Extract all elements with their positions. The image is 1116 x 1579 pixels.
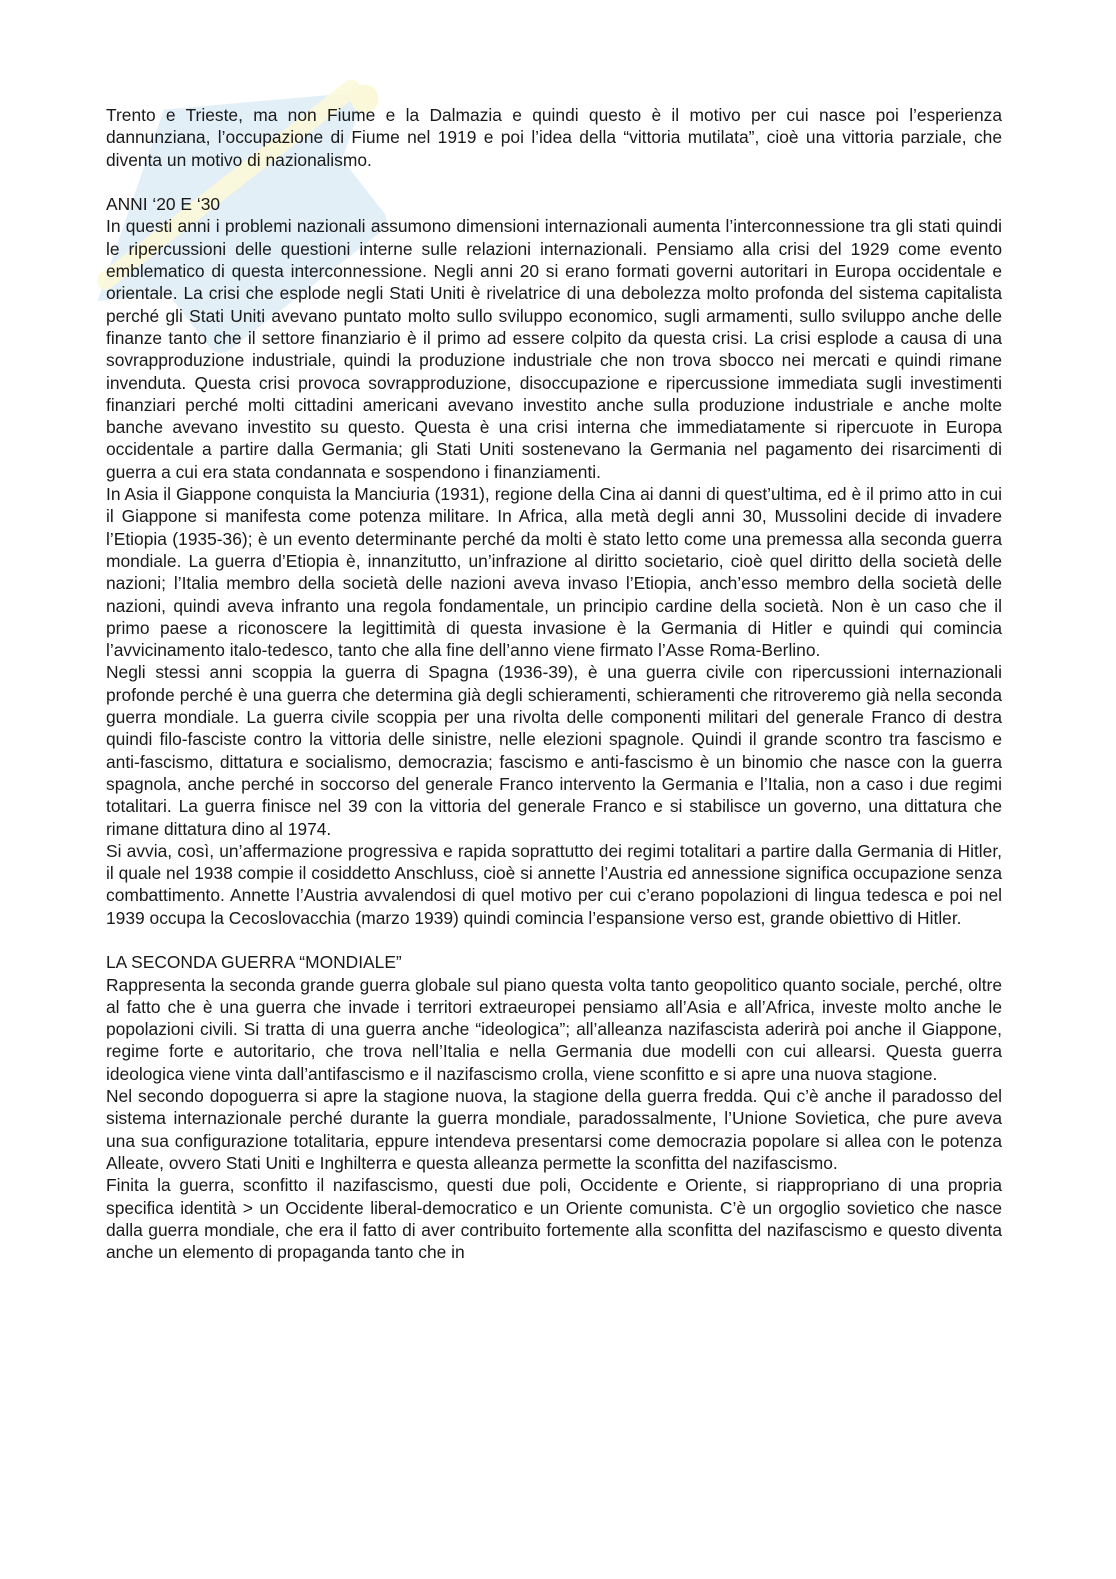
section-title-anni-20-30: ANNI ‘20 E ‘30 [106, 194, 221, 215]
paragraph: Si avvia, così, un’affermazione progressiva e rapida soprattutto dei regimi totalitari a partire dalla Germania di Hitler, il quale nel 1938 compie il cosiddetto Anschluss, cioè si annette l’Austria ed annessione significa occupazione senza combattimento. Annette l’Austria avvalendosi di quel motivo per cui c’erano popolazioni di lingua tedesca e poi nel 1939 occupa la Cecoslovacchia (marzo 1939) quindi comincia l’espansione verso est, grande obiettivo di Hitler. [106, 840, 1002, 928]
paragraph: Negli stessi anni scoppia la guerra di Spagna (1936-39), è una guerra civile con ripercussioni internazionali profonde perché è una guerra che determina già degli schieramenti, schieramenti che ritroveremo già nella seconda guerra mondiale. La guerra civile scoppia per una rivolta delle componenti militari del generale Franco di destra quindi filo-fasciste contro la vittoria delle sinistre, nelle elezioni spagnole. Quindi il grande scontro tra fascismo e anti-fascismo, dittatura e socialismo, democrazia; fascismo e anti-fascismo è un binomio che nasce con la guerra spagnola, anche perché in soccorso del generale Franco intervento la Germania e l’Italia, non a caso i due regimi totalitari. La guerra finisce nel 39 con la vittoria del generale Franco e si stabilisce un governo, una dittatura che rimane dittatura dino al 1974. [106, 662, 1002, 839]
paragraph-intro: Trento e Trieste, ma non Fiume e la Dalmazia e quindi questo è il motivo per cui nasce poi l’esperienza dannunziana, l’occupazione di Fiume nel 1919 e poi l’idea della “vittoria mutilata”, cioè una vittoria parziale, che diventa un motivo di nazionalismo. [106, 105, 1002, 170]
section-title-seconda-guerra: LA SECONDA GUERRA “MONDIALE” [106, 952, 402, 973]
paragraph: Rappresenta la seconda grande guerra globale sul piano questa volta tanto geopolitico quanto sociale, perché, oltre al fatto che è una guerra che invade i territori extraeuropei pensiamo all’Asia e all’Africa, investe molto anche le popolazioni civili. Si tratta di una guerra anche “ideologica”; all’alleanza nazifascista aderirà poi anche il Giappone, regime forte e autoritario, che trova nell’Italia e nella Germania due modelli con cui allearsi. Questa guerra ideologica viene vinta dall’antifascismo e il nazifascismo crolla, viene sconfitto e si apre una nuova stagione. [106, 974, 1002, 1084]
paragraph: Finita la guerra, sconfitto il nazifascismo, questi due poli, Occidente e Oriente, si riappropriano di una propria specifica identità > un Occidente liberal-democratico e un Oriente comunista. C’è un orgoglio sovietico che nasce dalla guerra mondiale, che era il fatto di aver contribuito fortemente alla sconfitta del nazifascismo e questo diventa anche un elemento di propaganda tanto che in [106, 1175, 1002, 1263]
paragraph: In Asia il Giappone conquista la Manciuria (1931), regione della Cina ai danni di quest’ultima, ed è il primo atto in cui il Giappone si manifesta come potenza militare. In Africa, alla metà degli anni 30, Mussolini decide di invadere l’Etiopia (1935-36); è un evento determinante perché da molti è stato letto come una premessa alla seconda guerra mondiale. La guerra d’Etiopia è, innanzitutto, un’infrazione al diritto societario, cioè quel diritto della società delle nazioni; l’Italia membro della società delle nazioni aveva invaso l’Etiopia, anch’esso membro della società delle nazioni, quindi aveva infranto una regola fondamentale, un principio cardine della società. Non è un caso che il primo paese a riconoscere la legittimità di questa invasione è la Germania di Hitler e quindi qui comincia l’avvicinamento italo-tedesco, tanto che alla fine dell’anno viene firmato l’Asse Roma-Berlino. [106, 484, 1002, 661]
paragraph: In questi anni i problemi nazionali assumono dimensioni internazionali aumenta l’interconnessione tra gli stati quindi le ripercussioni delle questioni interne sulle relazioni internazionali. Pensiamo alla crisi del 1929 come evento emblematico di questa interconnessione. Negli anni 20 si erano formati governi autoritari in Europa occidentale e orientale. La crisi che esplode negli Stati Uniti è rivelatrice di una debolezza molto profonda del sistema capitalista perché gli Stati Uniti avevano puntato molto sullo sviluppo economico, sugli armamenti, sullo sviluppo anche delle finanze tanto che il settore finanziario è il primo ad essere colpito da questa crisi. La crisi esplode a causa di una sovrapproduzione industriale, quindi la produzione industriale che non trova sbocco nei mercati e quindi rimane invenduta. Questa crisi provoca sovrapproduzione, disoccupazione e ripercussione immediata sugli investimenti finanziari perché molti cittadini americani avevano investito anche sulla produzione industriale e anche molte banche avevano investito su questo. Questa è una crisi interna che immediatamente si ripercuote in Europa occidentale a partire dalla Germania; gli Stati Uniti sostenevano la Germania nel pagamento dei risarcimenti di guerra a cui era stata condannata e sospendono i finanziamenti. [106, 216, 1002, 482]
document-page [106, 104, 1002, 1263]
paragraph: Nel secondo dopoguerra si apre la stagione nuova, la stagione della guerra fredda. Qui c’è anche il paradosso del sistema internazionale perché durante la guerra mondiale, paradossalmente, l’Unione Sovietica, che pure aveva una sua configurazione totalitaria, eppure intendeva presentarsi come democrazia popolare si allea con le potenza Alleate, ovvero Stati Uniti e Inghilterra e questa alleanza permette la sconfitta del nazifascismo. [106, 1086, 1002, 1173]
spacer [106, 929, 1002, 951]
spacer [106, 171, 1002, 193]
